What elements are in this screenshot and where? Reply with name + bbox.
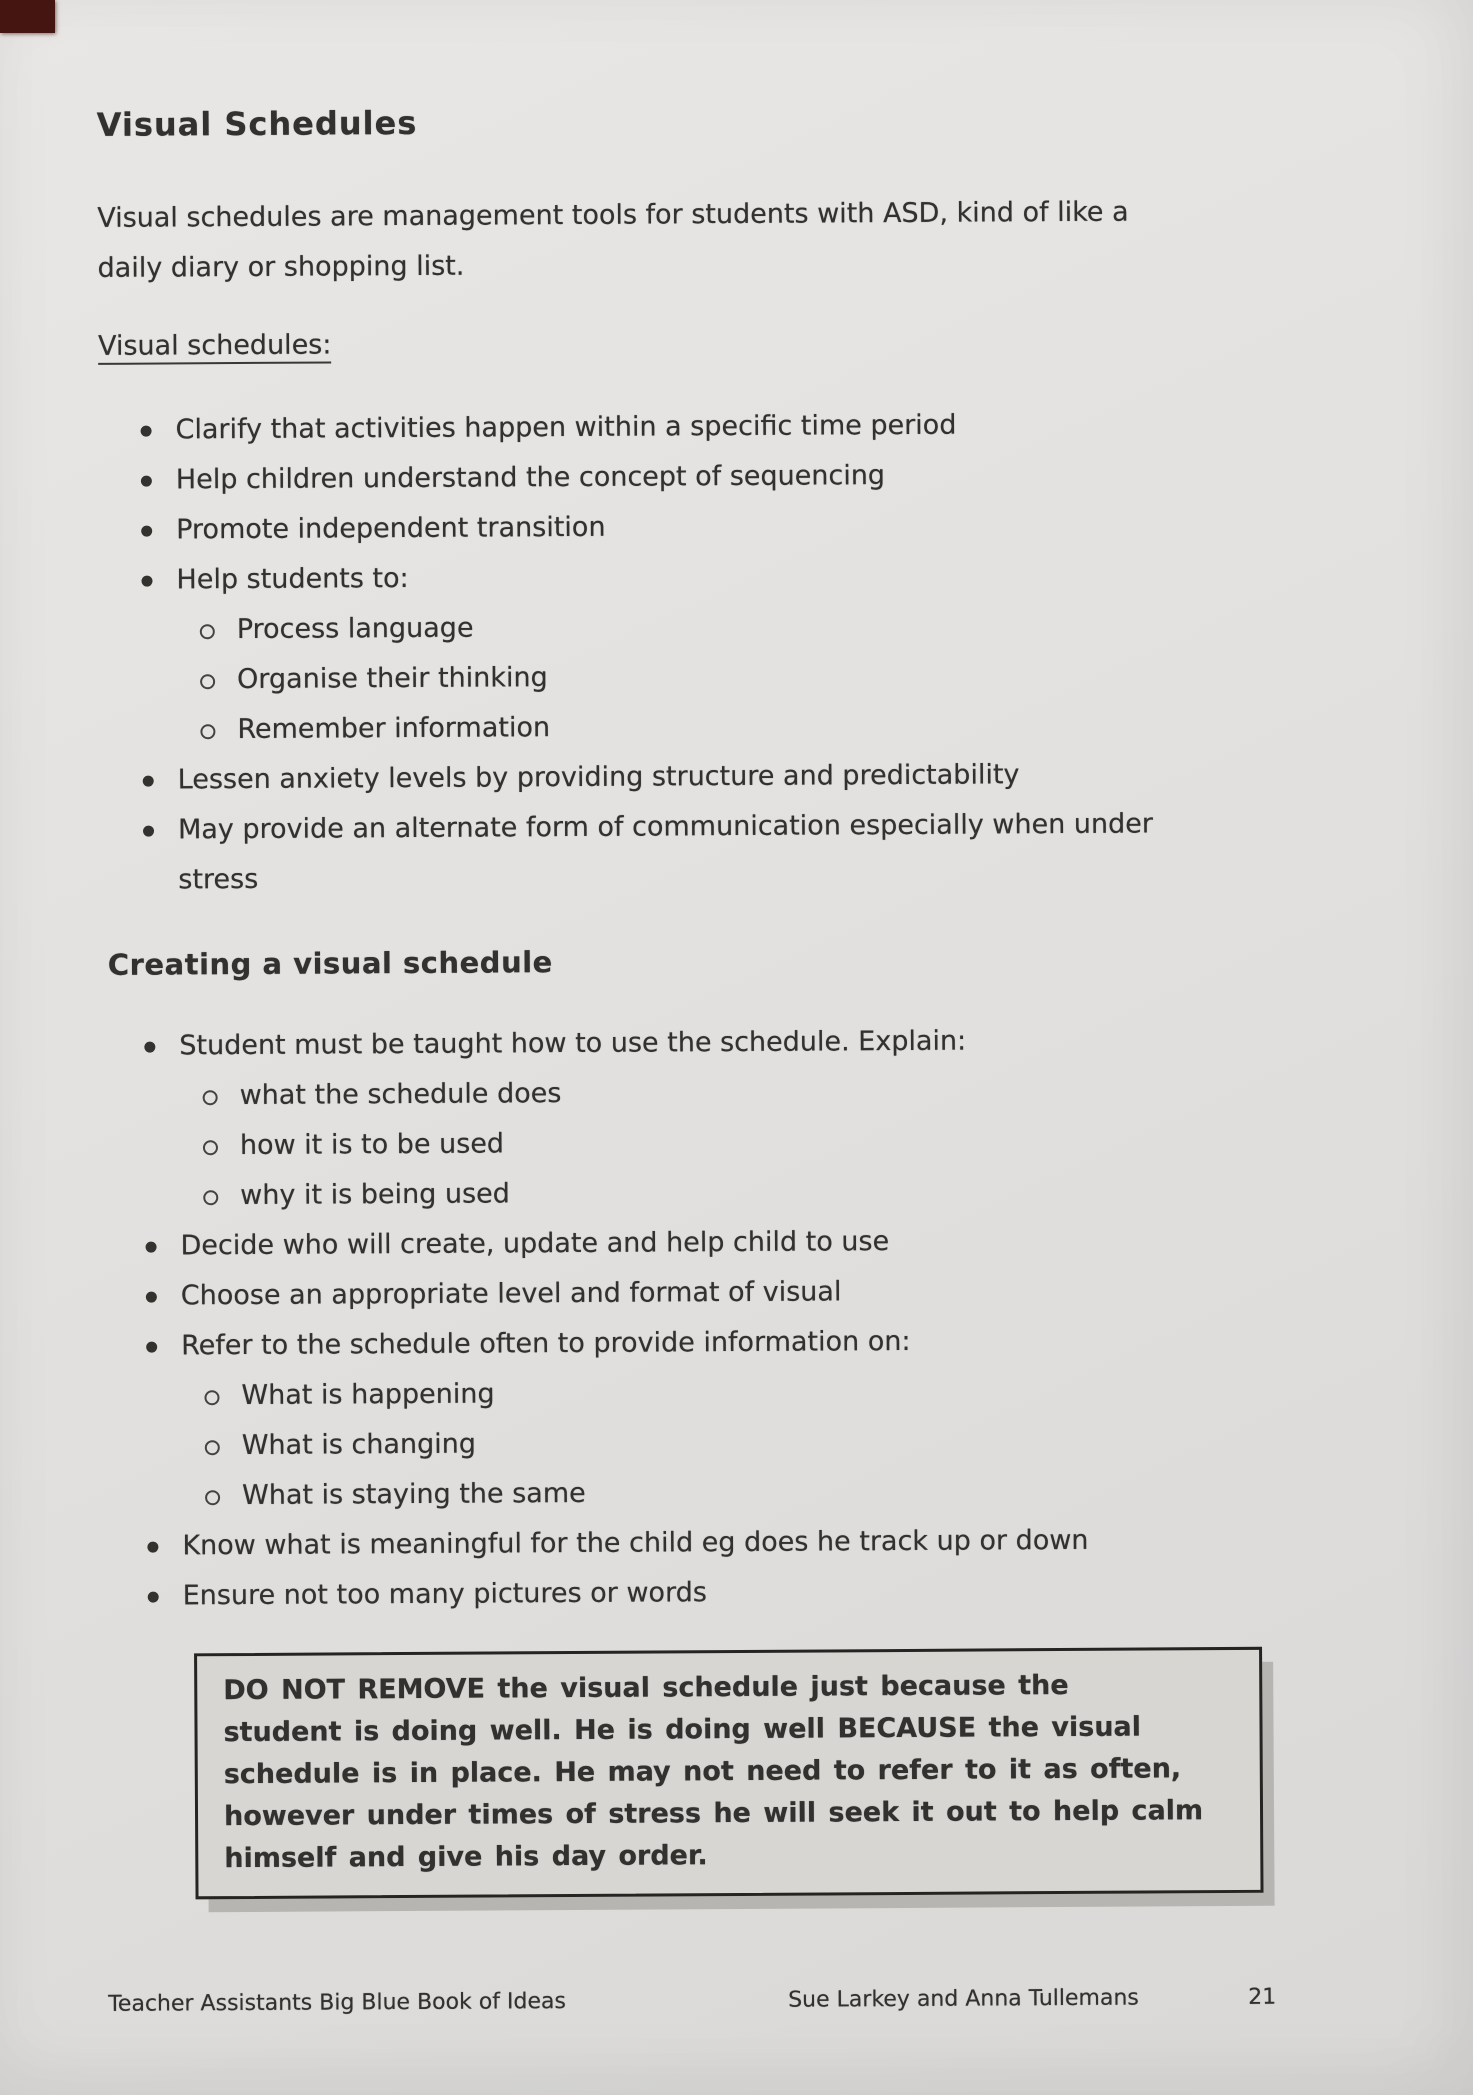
bullet-text: Know what is meaningful for the child eg does he track up or down <box>182 1524 1089 1562</box>
bullet-dot-icon <box>143 826 154 837</box>
bullet-dot-icon <box>141 576 152 587</box>
bullet-text: Organise their thinking <box>237 662 548 696</box>
sub-bullet-circle-icon <box>200 674 215 689</box>
bullet-dot-icon <box>141 526 152 537</box>
bullet-text: What is staying the same <box>241 1477 586 1512</box>
footer-book-title: Teacher Assistants Big Blue Book of Ideas <box>108 1989 566 2017</box>
bullet-item <box>141 548 1469 606</box>
sub-bullet-item <box>203 1114 1473 1172</box>
sub-bullet-item <box>200 598 1470 656</box>
section1-heading: Visual schedules: <box>98 329 332 364</box>
sub-bullet-circle-icon <box>200 624 215 639</box>
bullet-item <box>146 1313 1473 1371</box>
bullet-item <box>147 1513 1473 1571</box>
bullet-text: how it is to be used <box>239 1128 505 1162</box>
bullet-item <box>144 1014 1472 1072</box>
bullet-text: Clarify that activities happen within a specific time period <box>175 409 957 446</box>
sub-bullet-item <box>205 1463 1473 1521</box>
bullet-text: Remember information <box>237 712 551 746</box>
sub-bullet-circle-icon <box>203 1090 218 1105</box>
bullet-item <box>148 1563 1473 1621</box>
bullet-item <box>141 498 1469 556</box>
bullet-text: Ensure not too many pictures or words <box>182 1577 707 1612</box>
bullet-text: What is changing <box>241 1428 477 1462</box>
footer-page-number: 21 <box>1248 1984 1277 2010</box>
footer-authors: Sue Larkey and Anna Tullemans <box>788 1985 1139 2013</box>
bullet-text: what the schedule does <box>239 1078 562 1112</box>
bullet-text: Help students to: <box>176 562 409 596</box>
sub-bullet-item <box>202 1064 1472 1122</box>
sub-bullet-circle-icon <box>205 1490 220 1505</box>
bullet-text: Refer to the schedule often to provide information on: <box>181 1325 911 1362</box>
bullet-item <box>146 1263 1473 1321</box>
intro-paragraph: Visual schedules are management tools for students with ASD, kind of like a daily diary or shopping list. <box>97 196 1129 284</box>
bullet-text: why it is being used <box>240 1178 510 1212</box>
sub-bullet-circle-icon <box>203 1190 218 1205</box>
callout-box: DO NOT REMOVE the visual schedule just because the student is doing well. He is doing well BECAUSE the visual schedule is in place. He may not need to refer to it as often, however under times of stress he will seek it out to help calm himself and give his day order. <box>194 1647 1263 1900</box>
bullet-dot-icon <box>146 1242 157 1253</box>
sub-bullet-circle-icon <box>200 724 215 739</box>
bullet-item <box>143 798 1472 906</box>
bullet-text: Promote independent transition <box>176 511 606 546</box>
bullet-text: Student must be taught how to use the schedule. Explain: <box>179 1025 967 1062</box>
bullet-item <box>140 398 1468 456</box>
page-title: Visual Schedules <box>96 103 418 144</box>
bullet-item <box>143 748 1471 806</box>
sub-bullet-circle-icon <box>204 1390 219 1405</box>
bullet-item <box>141 448 1469 506</box>
bullet-text: Decide who will create, update and help child to use <box>180 1226 890 1262</box>
bullet-text: Lessen anxiety levels by providing structure and predictability <box>177 759 1020 796</box>
bullet-dot-icon <box>146 1292 157 1303</box>
sub-bullet-circle-icon <box>205 1440 220 1455</box>
bullet-text: May provide an alternate form of communication especially when under stress <box>177 808 1154 896</box>
bullet-dot-icon <box>141 426 152 437</box>
bullet-text: Help children understand the concept of sequencing <box>175 460 886 496</box>
bullet-dot-icon <box>144 1042 155 1053</box>
bullet-item <box>145 1213 1473 1271</box>
bullet-dot-icon <box>141 476 152 487</box>
sub-bullet-item <box>204 1363 1473 1421</box>
bullet-text: What is happening <box>241 1378 495 1412</box>
sub-bullet-item <box>205 1413 1473 1471</box>
bullet-text: Choose an appropriate level and format of visual <box>180 1276 842 1312</box>
sub-bullet-item <box>200 648 1470 706</box>
bullet-dot-icon <box>146 1342 157 1353</box>
section2-list <box>0 1014 1473 1623</box>
bullet-dot-icon <box>147 1542 158 1553</box>
sub-bullet-item <box>200 698 1470 756</box>
bullet-dot-icon <box>143 776 154 787</box>
section2-heading: Creating a visual schedule <box>107 945 553 982</box>
bullet-dot-icon <box>148 1592 159 1603</box>
sub-bullet-circle-icon <box>203 1140 218 1155</box>
sub-bullet-item <box>203 1164 1473 1222</box>
bullet-text: Process language <box>236 612 474 646</box>
section1-list <box>0 398 1471 907</box>
